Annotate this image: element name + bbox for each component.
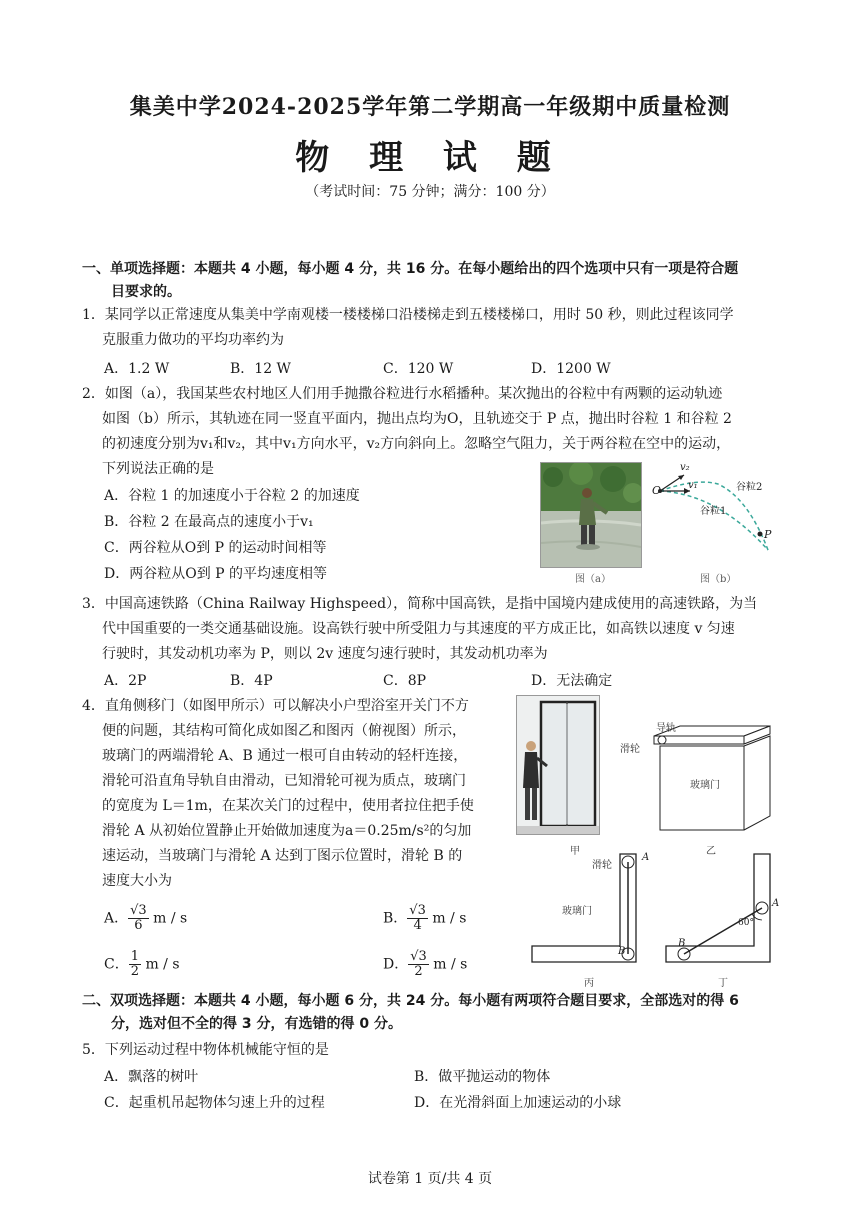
q4-stem-2: 便的问题，其结构可简化成如图乙和图丙（俯视图）所示， — [102, 723, 466, 739]
section2-heading: 二、双项选择题：本题共 4 小题，每小题 6 分，共 24 分。每小题有两项符合题目要求，全部选对的得 6 — [82, 993, 739, 1009]
q2-option-c: C．两谷粒从O到 P 的运动时间相等 — [104, 540, 327, 556]
section2-heading-cont: 分，选对但不全的得 3 分，有选错的得 0 分。 — [111, 1016, 402, 1032]
figure-b-label-v2: v₂ — [680, 462, 690, 473]
q5-stem: 5．下列运动过程中物体机械能守恒的是 — [82, 1042, 329, 1058]
q4-stem-3: 玻璃门的两端滑轮 A、B 通过一根可自由转动的轻杆连接， — [102, 748, 468, 764]
grain1-trajectory — [660, 491, 768, 550]
q2-stem-4: 下列说法正确的是 — [102, 461, 214, 477]
q2-stem: 2．如图（a），我国某些农村地区人们用手抛撒谷粒进行水稻播种。某次抛出的谷粒中有两颗的运动轨迹 — [82, 386, 723, 402]
figure-a-caption: 图（a） — [575, 574, 611, 585]
q3-stem-2: 代中国重要的一类交通基础设施。设高铁行驶中所受阻力与其速度的平方成正比，如高铁以速度 v 匀速 — [102, 621, 735, 637]
q2-stem-2: 如图（b）所示，其轨迹在同一竖直平面内，抛出点均为O，且轨迹交于 P 点，抛出时谷粒 1 和谷粒 2 — [102, 411, 732, 427]
q4-option-d: D． $\frac{√3}{2}$ m / s — [383, 949, 468, 979]
q1-option-c: C．120 W — [383, 361, 454, 377]
q3-option-d: D．无法确定 — [531, 673, 613, 689]
q5-option-a: A．飘落的树叶 — [104, 1069, 199, 1085]
q1-stem: 1．某同学以正常速度从集美中学南观楼一楼楼梯口沿楼梯走到五楼楼梯口，用时 50 秒，则此过程该同学 — [82, 307, 734, 323]
q2-option-d: D．两谷粒从O到 P 的平均速度相等 — [104, 566, 328, 582]
section1-heading-cont: 目要求的。 — [111, 284, 181, 300]
q1-option-a: A．1.2 W — [104, 361, 170, 377]
q2-option-b: B．谷粒 2 在最高点的速度小于v₁ — [104, 514, 314, 530]
figure-yi-label-glass-door: 玻璃门 — [690, 780, 720, 791]
figure-bing-label-pulley: 滑轮 — [592, 860, 612, 871]
q4-option-b: B． $\frac{√3}{4}$ m / s — [383, 903, 467, 933]
figure-bing-label-glass-door: 玻璃门 — [562, 906, 592, 917]
figure-ding-label-b: B — [678, 938, 686, 949]
figure-ding-top-view — [662, 850, 782, 972]
q3-stem-3: 行驶时，其发动机功率为 P，则以 2v 速度匀速行驶时，其发动机功率为 — [102, 646, 548, 662]
q3-option-a: A．2P — [104, 673, 147, 689]
figure-yi-label-rail: 导轨 — [656, 723, 676, 734]
section1-heading: 一、单项选择题：本题共 4 小题，每小题 4 分，共 16 分。在每小题给出的四个选项中只有一项是符合题 — [82, 261, 739, 277]
q1-option-d: D．1200 W — [531, 361, 611, 377]
q2-option-a: A．谷粒 1 的加速度小于谷粒 2 的加速度 — [104, 488, 360, 504]
q4-option-c: C． $\frac{1}{2}$ m / s — [104, 949, 180, 979]
q2-stem-3: 的初速度分别为v₁和v₂，其中v₁方向水平，v₂方向斜向上。忽略空气阻力，关于两谷粒在空中的运动， — [102, 436, 731, 452]
figure-b-label-grain1: 谷粒1 — [700, 506, 727, 517]
figure-yi-label-pulley: 滑轮 — [620, 744, 640, 755]
q4-stem-6: 滑轮 A 从初始位置静止开始做加速度为a＝0.25m/s²的匀加 — [102, 823, 472, 839]
school-exam-title: 集美中学2024-2025学年第二学期高一年级期中质量检测 — [129, 94, 731, 120]
q5-option-b: B．做平抛运动的物体 — [414, 1069, 551, 1085]
q3-option-c: C．8P — [383, 673, 427, 689]
q4-stem-7: 速运动，当玻璃门与滑轮 A 达到丁图示位置时，滑轮 B 的 — [102, 848, 463, 864]
q3-stem: 3．中国高速铁路（China Railway Highspeed），简称中国高铁，是指中国境内建成使用的高速铁路，为当 — [82, 596, 758, 612]
paper-title: 物 理 试 题 — [295, 138, 565, 178]
q1-option-b: B．12 W — [230, 361, 291, 377]
q4-stem: 4．直角侧移门（如图甲所示）可以解决小户型浴室开关门不方 — [82, 698, 469, 714]
figure-label-ding: 丁 — [718, 978, 728, 989]
figure-b-label-grain2: 谷粒2 — [736, 482, 763, 493]
figure-label-bing: 丙 — [584, 978, 594, 989]
page-number: 试卷第 1 页/共 4 页 — [367, 1171, 493, 1187]
q1-stem-cont: 克服重力做功的平均功率约为 — [102, 332, 284, 348]
figure-jia-shower-photo — [516, 695, 600, 835]
q4-stem-5: 的宽度为 L＝1m，在某次关门的过程中，使用者拉住把手使 — [102, 798, 474, 814]
figure-bing-label-a: A — [642, 852, 650, 863]
figure-a-farmer-photo — [540, 462, 642, 568]
q4-stem-8: 速度大小为 — [102, 873, 172, 889]
figure-b-label-v1: v₁ — [688, 480, 698, 491]
q3-option-b: B．4P — [230, 673, 273, 689]
figure-b-caption: 图（b） — [700, 574, 737, 585]
figure-b-label-p: P — [764, 528, 772, 541]
q4-stem-4: 滑轮可沿直角导轨自由滑动，已知滑轮可视为质点，玻璃门 — [102, 773, 466, 789]
figure-ding-label-a: A — [772, 898, 780, 909]
exam-info: （考试时间：75 分钟；满分：100 分） — [305, 184, 555, 200]
figure-bing-label-b: B — [618, 946, 626, 957]
figure-label-yi: 乙 — [706, 846, 716, 857]
figure-ding-label-angle: 60° — [738, 918, 754, 928]
q4-option-a: A． $\frac{√3}{6}$ m / s — [104, 903, 188, 933]
q5-option-d: D．在光滑斜面上加速运动的小球 — [414, 1095, 622, 1111]
point-p — [758, 532, 763, 537]
figure-label-jia: 甲 — [570, 846, 580, 857]
q5-option-c: C．起重机吊起物体匀速上升的过程 — [104, 1095, 325, 1111]
figure-b-label-o: O — [652, 484, 662, 497]
